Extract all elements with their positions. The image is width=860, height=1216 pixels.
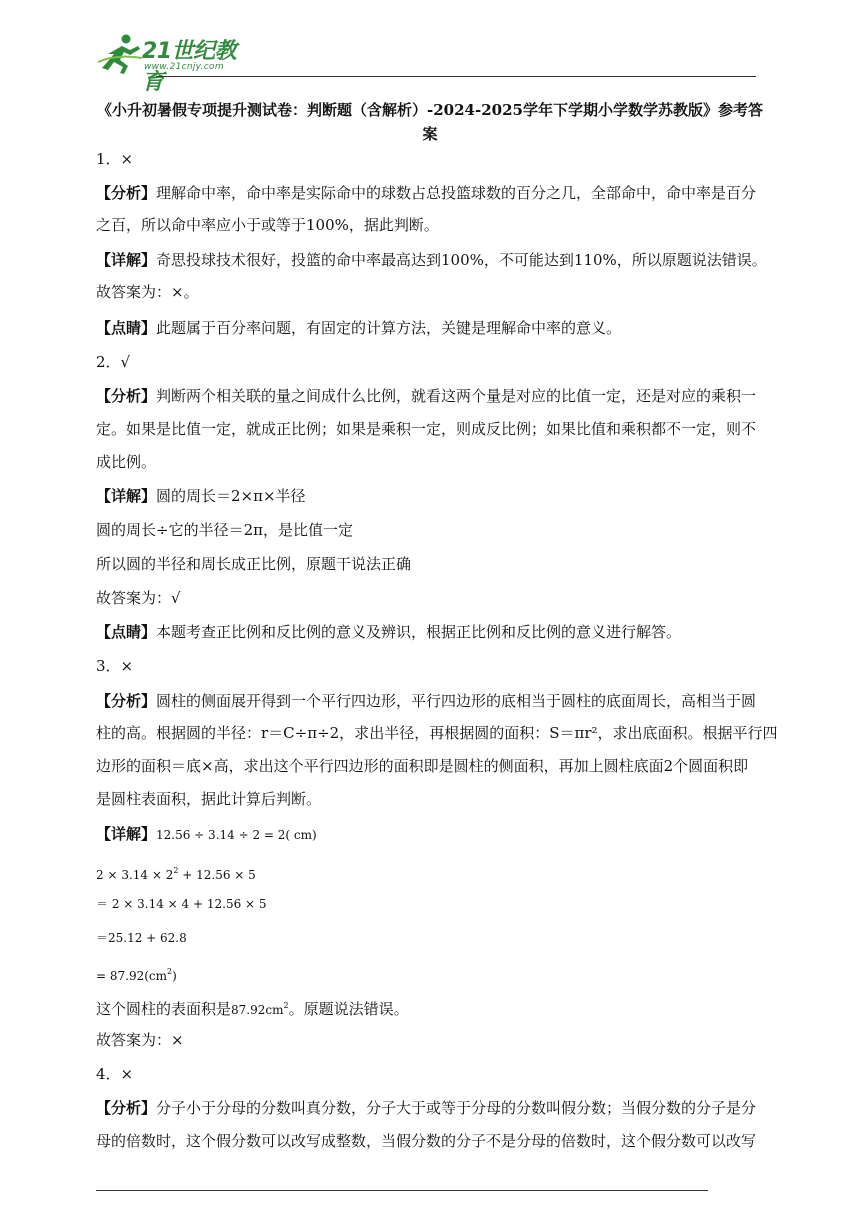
logo-text: 21世纪教育 [142,39,237,95]
text-line [96,995,409,1017]
detail-line [96,485,306,507]
text: 圆柱的侧面展开得到一个平行四边形，平行四边形的底相当于圆柱的底面周长，高相当于圆 [156,692,757,710]
answer-line: 故答案为：√ [96,589,181,607]
detail-line [96,249,767,271]
analysis-label: 【分析】 [96,1099,157,1117]
detail-label: 【详解】 [96,825,157,843]
math-exponent: 2 [167,967,173,976]
math-part: = 87.92(cm [96,969,168,983]
math-exponent: 2 [283,1001,289,1010]
math-part: 87.92cm [231,1003,284,1017]
analysis-label: 【分析】 [96,184,157,202]
math-part: 2 × 3.14 × 2 [96,868,174,882]
analysis-line [96,385,756,407]
text: 奇思投球技术很好，投篮的命中率最高达到100%，不可能达到110%，所以原题说法错误。 [156,251,767,269]
text: 圆的周长＝2×π×半径 [156,487,306,505]
logo-url: www.21cnjy.com [144,62,224,72]
answer-line: 故答案为：×。 [96,283,199,301]
text: 此题属于百分率问题，有固定的计算方法，关键是理解命中率的意义。 [156,319,622,337]
question-number: 4．× [96,1065,134,1083]
running-man-logo-icon [96,32,146,76]
math-line [96,860,256,882]
analysis-line [96,690,756,712]
footer-divider [96,1190,708,1191]
comment-line [96,317,621,339]
comment-line [96,621,681,643]
math-part: + 12.56 × 5 [178,868,256,882]
question-number: 3．× [96,657,134,675]
detail-line [96,823,317,845]
logo [96,32,256,95]
math-line [96,961,177,983]
text: 这个圆柱的表面积是 [96,1000,232,1018]
answer-line: 故答案为：× [96,1031,184,1049]
math-part: ) [172,969,177,983]
analysis-label: 【分析】 [96,692,157,710]
document-title: 《小升初暑假专项提升测试卷：判断题（含解析）-2024-2025学年下学期小学数学苏教版》参考答案 [97,101,763,143]
analysis-line [96,182,756,204]
math-exponent: 2 [173,866,179,875]
analysis-label: 【分析】 [96,387,157,405]
question-number: 2．√ [96,353,131,371]
text: 。原题说法错误。 [288,1000,409,1018]
text-line: 定。如果是比值一定，就成正比例；如果是乘积一定，则成反比例；如果比值和乘积都不一定，则不 [96,420,757,438]
analysis-line [96,1097,756,1119]
text: 本题考查正比例和反比例的意义及辨识，根据正比例和反比例的意义进行解答。 [156,623,682,641]
math-expression: 12.56 ÷ 3.14 ÷ 2 = 2( cm) [156,828,317,842]
comment-label: 【点睛】 [96,319,157,337]
detail-label: 【详解】 [96,251,157,269]
text-line: 是圆柱表面积，据此计算后判断。 [96,790,322,808]
page-header [96,32,756,95]
text: 理解命中率，命中率是实际命中的球数占总投篮球数的百分之几，全部命中，命中率是百分 [156,184,757,202]
text-line: 柱的高。根据圆的半径：r＝C÷π÷2，求出半径，再根据圆的面积：S＝πr²，求出底面积。根据平行四 [96,724,778,742]
text-line: 所以圆的半径和周长成正比例，原题干说法正确 [96,555,412,573]
text-line: 之百，所以命中率应小于或等于100%，据此判断。 [96,216,439,234]
text-line: 圆的周长÷它的半径＝2π，是比值一定 [96,521,353,539]
text: 判断两个相关联的量之间成什么比例，就看这两个量是对应的比值一定，还是对应的乘积一 [156,387,757,405]
detail-label: 【详解】 [96,487,157,505]
text-line: 成比例。 [96,453,157,471]
header-divider [156,76,756,77]
math-line: ＝ 2 × 3.14 × 4 + 12.56 × 5 [96,897,267,911]
text-line: 母的倍数时，这个假分数可以改写成整数，当假分数的分子不是分母的倍数时，这个假分数可以改写 [96,1132,757,1150]
question-number: 1．× [96,150,134,168]
text: 分子小于分母的分数叫真分数，分子大于或等于分母的分数叫假分数；当假分数的分子是分 [156,1099,757,1117]
comment-label: 【点睛】 [96,623,157,641]
text-line: 边形的面积＝底×高，求出这个平行四边形的面积即是圆柱的侧面积，再加上圆柱底面2个圆面积即 [96,757,749,775]
math-line: ＝25.12 + 62.8 [96,931,187,945]
